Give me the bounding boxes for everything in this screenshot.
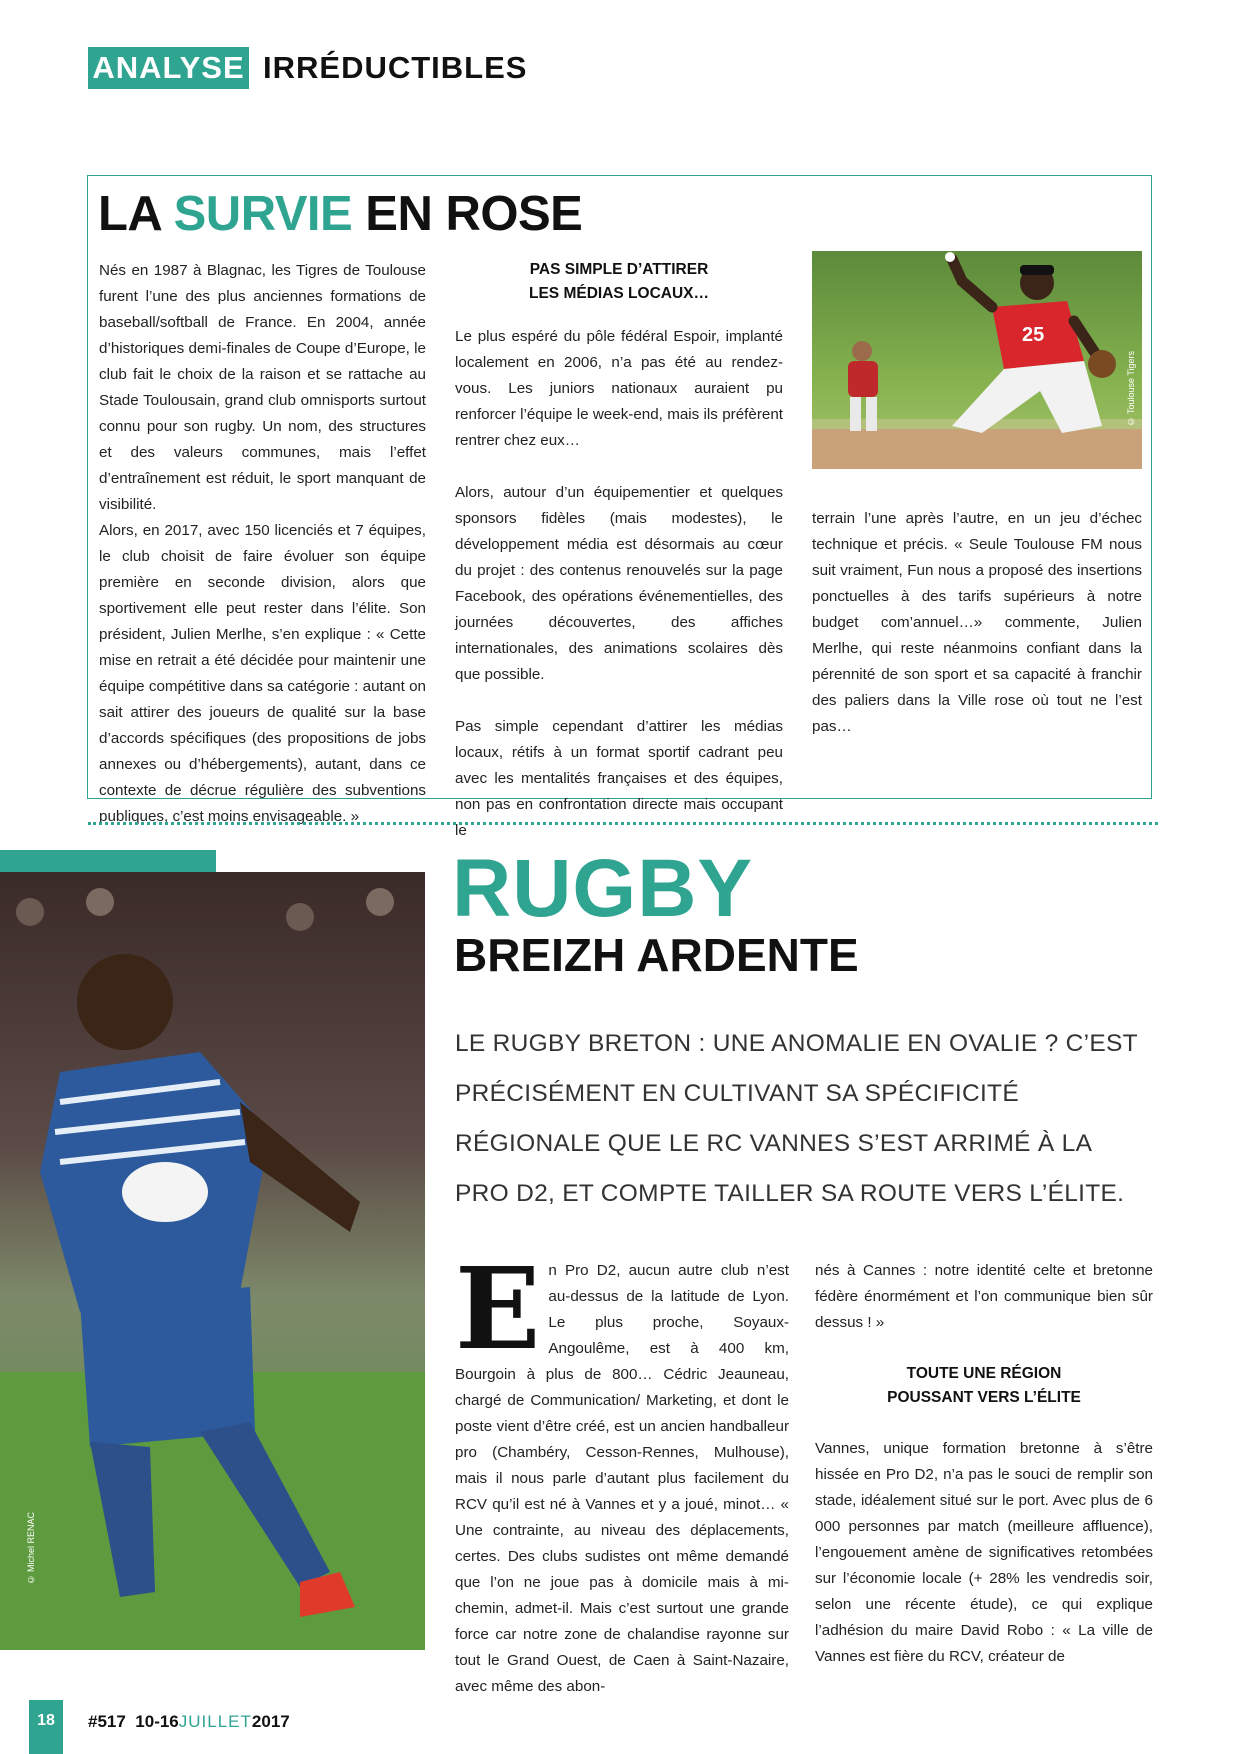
box-column-3 bbox=[812, 506, 1142, 740]
paragraph: Alors, en 2017, avec 150 licenciés et 7 équipes, le club choisit de faire évoluer son équipe première en seconde division, alors que sportivement elle peut rester dans l’élite. Son président, Julien Merlhe, s’en explique : « Cette mise en retrait a été décidée pour maintenir une équipe compétitive dans sa catégorie : autant on sait attirer des joueurs de qualité sur la base d’accords spécifiques (des propositions de jobs annexes ou d’hébergements), autant, dans ce contexte de décrue régulière des subventions publiques, c’est moins envisageable. » bbox=[99, 522, 426, 825]
paragraph: Alors, autour d’un équipementier et quelques sponsors fidèles (mais modestes), le développement média est désormais au cœur du projet : des contenus renouvelés sur la page Facebook, des opérations événementielles, des journées découvertes, des affiches internationales, des animations scolaires dès que possible. bbox=[455, 484, 783, 683]
rugby-title: BREIZH ARDENTE bbox=[454, 929, 859, 981]
paragraph: Pas simple cependant d’attirer les médias locaux, rétifs à un format sportif cadrant peu avec les mentalités françaises et des équipes, non pas en confrontation directe mais occupant le bbox=[455, 718, 783, 839]
dotted-divider bbox=[88, 822, 1158, 825]
rugby-illustration bbox=[0, 872, 425, 1650]
paragraph: terrain l’une après l’autre, en un jeu d’échec technique et précis. « Seule Toulouse FM nous suit vraiment, Fun nous a proposé des insertions ponctuelles à des tarifs supérieurs à notre budget com’annuel…» commente, Julien Merlhe, qui reste néanmoins confiant dans la pérennité de son sport et sa capacité à franchir des paliers dans la Ville rose où tout ne l’est pas… bbox=[812, 510, 1142, 735]
baseball-illustration bbox=[812, 251, 1142, 469]
section-tag: ANALYSE bbox=[88, 47, 249, 89]
drop-cap: E bbox=[455, 1244, 541, 1375]
jersey-number: 25 bbox=[1022, 324, 1045, 346]
rugby-photo bbox=[0, 872, 425, 1650]
photo-credit: © Michel RENAC bbox=[26, 1512, 36, 1585]
paragraph: nés à Cannes : notre identité celte et bretonne fédère énormément et l’on communique bien sûr dessus ! » bbox=[815, 1262, 1153, 1331]
issue-info: #517 10-16JUILLET2017 bbox=[88, 1712, 290, 1731]
paragraph: Nés en 1987 à Blagnac, les Tigres de Toulouse furent l’une des plus anciennes formations de baseball/softball de France. En 2004, année d’historiques demi-finales de Coupe d’Europe, le club fait le choix de la raison et se rattache au Stade Toulousain, grand club omnisports surtout connu pour son rugby. Un nom, des structures et des valeurs communes, mais l’effet d’entraînement est réduit, le sport manquant de visibilité. bbox=[99, 262, 426, 513]
paragraph: Vannes, unique formation bretonne à s’être hissée en Pro D2, n’a pas le souci de remplir son stade, idéalement situé sur le port. Avec plus de 6 000 personnes par match (meilleure affluence), l’engouement amène de significatives retombées sur l’économie locale (+ 28% les vendredis soir, selon une récente étude), ce qui explique l’adhésion du maire David Robo : « La ville de Vannes est fière du RCV, créateur de bbox=[815, 1440, 1153, 1665]
rugby-column-1 bbox=[455, 1244, 789, 1700]
baseball-photo bbox=[812, 251, 1142, 469]
box-column-2 bbox=[455, 258, 783, 844]
accent-bar bbox=[0, 850, 216, 872]
box-subhead: PAS SIMPLE D’ATTIRER LES MÉDIAS LOCAUX… bbox=[529, 261, 709, 302]
section-title: IRRÉDUCTIBLES bbox=[263, 50, 528, 85]
rugby-subhead: TOUTE UNE RÉGION POUSSANT VERS L’ÉLITE bbox=[887, 1365, 1081, 1406]
page-number: 18 bbox=[29, 1700, 63, 1754]
box-title: LA SURVIE EN ROSE bbox=[98, 187, 583, 241]
rugby-lead: LE RUGBY BRETON : UNE ANOMALIE EN OVALIE ? C’EST PRÉCISÉMENT EN CULTIVANT SA SPÉCIFICITÉ RÉGIONALE QUE LE RC VANNES S’EST ARRIMÉ À LA PRO D2, ET COMPTE TAILLER SA ROUTE VERS L’ÉLITE. bbox=[455, 1030, 1138, 1207]
rugby-column-2 bbox=[815, 1258, 1153, 1670]
box-column-1 bbox=[99, 258, 426, 830]
paragraph: n Pro D2, aucun autre club n’est au-dessus de la latitude de Lyon. Le plus proche, Soyaux-Angoulême, est à 400 km, Bourgoin à plus de 800… Cédric Jeauneau, chargé de Communication/ Marketing, et dont le poste vient d’être créé, est un ancien handballeur pro (Chambéry, Cesson-Rennes, Mulhouse), mais il nous parle d’autant plus facilement du RCV qu’il est né à Vannes et y a joué, minot… « Une contrainte, au niveau des déplacements, certes. Des clubs sudistes ont même demandé que l’on ne joue pas à domicile mais à mi-chemin, admet-il. Mais c’est surtout une grande force car notre zone de chalandise rayonne sur tout le Grand Ouest, de Caen à Saint-Nazaire, avec même des abon- bbox=[455, 1262, 789, 1695]
rugby-kicker: RUGBY bbox=[452, 843, 754, 934]
paragraph: Le plus espéré du pôle fédéral Espoir, implanté localement en 2006, n’a pas été au rendez-vous. Les juniors nationaux auraient pu renforcer l’équipe le week-end, mais ils préfèrent rentrer chez eux… bbox=[455, 328, 783, 449]
photo-credit: © Toulouse Tigers bbox=[1126, 351, 1136, 427]
